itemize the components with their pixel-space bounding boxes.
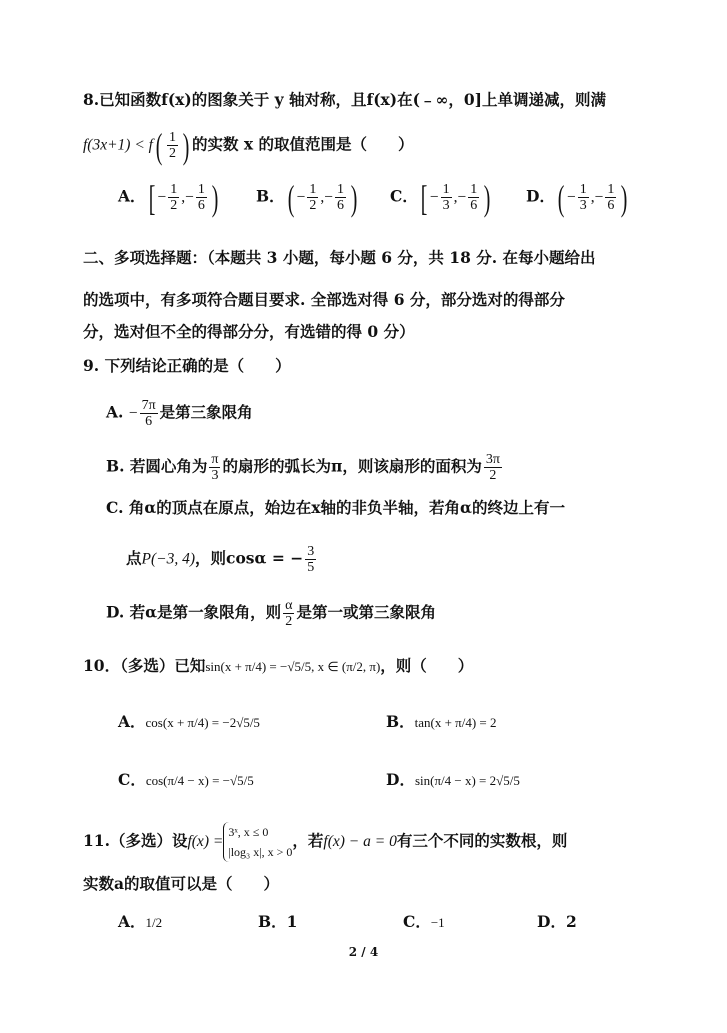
section2-line2: 的选项中，有多项符合题目要求. 全部选对得 6 分，部分选对的得部分 [83, 290, 565, 309]
section2-line3: 分，选对但不全的得部分分，有选错的得 0 分） [83, 322, 415, 341]
q11-stem-mid: ，若 [292, 831, 324, 850]
q8-option-a[interactable]: A．[ − $\frac{1}{2}$ ,− $\frac{1}{6}$ ) [118, 177, 219, 218]
q11-option-d[interactable] [537, 910, 577, 932]
frac-num: 1 [470, 182, 478, 197]
q8-condition: f(3x+1) < f( $\frac{1}{2}$ ) 的实数 x 的取值范围是（ ） [83, 125, 414, 166]
option-expr: cos(x + π/4) = −2√5/5 [145, 715, 260, 730]
frac-num: α [285, 598, 293, 613]
frac-den: 2 [170, 198, 178, 213]
q11-equation: f(x) − a = 0 [323, 833, 397, 850]
q10-stem-prefix: 10．（多选）已知 [83, 656, 206, 675]
option-label: A. [106, 402, 124, 422]
frac-num: 1 [336, 182, 344, 197]
option-text: B. 若圆心角为 [106, 456, 208, 476]
frac-den: 3 [211, 468, 219, 483]
frac-num: 1 [442, 182, 450, 197]
option-label: A． [118, 186, 146, 206]
option-label: D． [386, 770, 415, 789]
frac-den: 6 [607, 198, 615, 213]
q11-case1: 3ˣ, x ≤ 0 [228, 825, 269, 839]
q9-option-d[interactable] [106, 598, 436, 629]
frac-num: 3π [485, 452, 500, 467]
frac-num: 1 [309, 182, 317, 197]
section2-line1: 二、多项选择题：（本题共 3 小题，每小题 6 分，共 18 分. 在每小题给出 [83, 248, 596, 267]
q10-option-c[interactable] [118, 768, 254, 790]
q9-option-b[interactable] [106, 452, 504, 483]
option-label: C． [118, 770, 146, 789]
option-expr: tan(x + π/4) = 2 [414, 715, 497, 730]
close-bracket: ) [621, 177, 628, 218]
option-expr: sin(π/4 − x) = 2√5/5 [414, 773, 520, 788]
q10-option-a[interactable] [118, 710, 260, 732]
q11-stem-suffix: 有三个不同的实数根，则 [396, 831, 568, 850]
q11-option-a[interactable] [118, 910, 162, 932]
frac-num: 1 [579, 182, 587, 197]
q11-stem-prefix: 11.（多选）设 [83, 831, 188, 850]
frac-den: 3 [579, 198, 587, 213]
option-expr: cos(π/4 − x) = −√5/5 [145, 773, 254, 788]
q11-option-b[interactable] [258, 910, 297, 932]
frac-num: 1 [197, 182, 205, 197]
frac-den: 3 [442, 198, 450, 213]
option-label: A． [118, 912, 146, 931]
q8-tail: 的实数 x 的取值范围是（ ） [192, 134, 414, 154]
frac-den: 6 [145, 414, 153, 429]
option-value: 1/2 [145, 915, 163, 930]
frac-num: 7π [141, 398, 156, 413]
q10-stem-suffix: ，则（ ） [380, 656, 474, 675]
option-label: B． [258, 912, 287, 931]
option-text: 是第一或第三象限角 [296, 602, 436, 622]
q9-option-a[interactable]: A. − $\frac{7\pi}{6}$ 是第三象限角 [106, 398, 253, 429]
q8-option-d[interactable]: D．( − $\frac{1}{3}$ ,− $\frac{1}{6}$ ) [526, 177, 628, 218]
option-value: −1 [430, 915, 445, 930]
frac-num: π [211, 452, 219, 467]
option-label: C． [390, 186, 418, 206]
option-label: D． [537, 912, 566, 931]
frac-den: 6 [336, 198, 344, 213]
close-bracket: ) [483, 177, 491, 218]
q10-option-d[interactable] [386, 768, 520, 790]
frac-den: 2 [489, 468, 497, 483]
option-text: 点 [126, 548, 142, 568]
open-bracket: [ [148, 177, 155, 218]
frac-den: 6 [197, 198, 205, 213]
frac-num: 3 [307, 544, 315, 559]
q11-option-c[interactable] [403, 910, 445, 932]
option-value: 2 [565, 912, 577, 931]
option-text: 是第三象限角 [159, 402, 253, 422]
page-number: 2 / 4 [348, 945, 379, 959]
option-text: ，则cosα = − [195, 548, 304, 568]
option-label: B． [256, 186, 285, 206]
q9-option-c-line2[interactable] [126, 544, 318, 575]
q8-option-b[interactable]: B．( − $\frac{1}{2}$ ,− $\frac{1}{6}$ ) [256, 177, 358, 218]
close-bracket: ) [350, 177, 358, 218]
q11-piecewise [223, 822, 292, 862]
point-p: P(−3, 4) [141, 550, 196, 568]
q9-option-c-line1[interactable]: C. 角α的顶点在原点，始边在x轴的非负半轴，若角α的终边上有一 [106, 498, 565, 517]
frac-den: 6 [470, 198, 478, 213]
q8-cond-frac-bot: 2 [169, 146, 176, 161]
option-label: B． [386, 712, 415, 731]
frac-den: 5 [307, 560, 315, 575]
frac-den: 2 [285, 614, 293, 629]
q10-condition: sin(x + π/4) = −√5/5, x ∈ (π/2, π) [205, 659, 381, 674]
open-bracket: [ [420, 177, 428, 218]
q8-cond-frac-top: 1 [169, 130, 176, 145]
q8-option-c[interactable]: C．[ − $\frac{1}{3}$ ,− $\frac{1}{6}$ ) [390, 177, 491, 218]
frac-den: 2 [309, 198, 317, 213]
q11-fx: f(x) = [187, 833, 224, 850]
open-bracket: ( [287, 177, 294, 218]
q11-stem [83, 822, 567, 862]
q8-line1: 8.已知函数f(x)的图象关于 y 轴对称，且f(x)在(﹣∞，0]上单调递减，则满 [83, 90, 606, 109]
option-text: D. 若α是第一象限角，则 [106, 602, 282, 622]
frac-num: 1 [170, 182, 178, 197]
q8-cond-left: f(3x+1) < f [83, 136, 153, 154]
option-value: 1 [286, 912, 298, 931]
option-text: 的扇形的弧长为π，则该扇形的面积为 [222, 456, 482, 476]
q10-stem [83, 656, 473, 677]
option-label: A． [118, 712, 146, 731]
q11-line2: 实数a的取值可以是（ ） [83, 874, 280, 893]
q11-case2: |log₃ x|, x > 0 [228, 845, 293, 859]
frac-num: 1 [607, 182, 615, 197]
option-label: C． [403, 912, 431, 931]
option-label: D． [526, 186, 555, 206]
q9-stem: 9. 下列结论正确的是（ ） [83, 356, 291, 375]
open-bracket: ( [557, 177, 565, 218]
close-bracket: ) [211, 177, 219, 218]
q10-option-b[interactable] [386, 710, 497, 732]
